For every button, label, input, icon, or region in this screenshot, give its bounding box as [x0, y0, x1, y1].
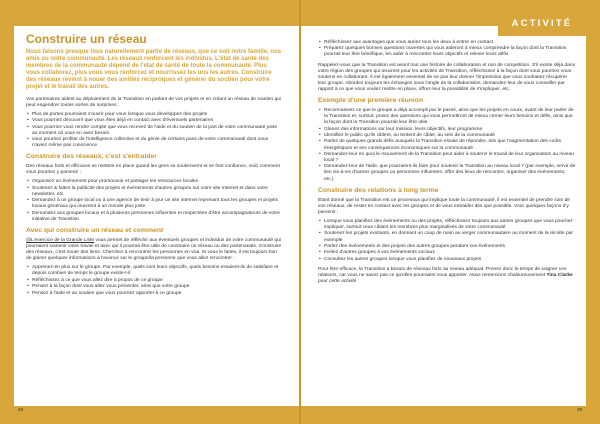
thanks-text: Nous remercions chaleureusement	[469, 272, 547, 278]
section-tab: ACTIVITÉ	[498, 10, 586, 36]
bullet-list	[318, 40, 576, 59]
page-number-left: 28	[18, 407, 24, 412]
section-heading: Construire des réseaux, c'est s'entraider	[26, 153, 157, 161]
paragraph: Étant donné que la Transition est un processus qui implique toute la communauté, il est essentiel de prendre soin de vos réseaux, de rester en contact avec les groupes et de vous entraider dès que possible. Voici quelques façons d'y parvenir :	[318, 197, 571, 215]
list-item: • Soutenez les projets existants, en donnant un coup de main au verger communautaire au moment de la récolte par exemple	[318, 231, 576, 243]
bullet-list	[318, 108, 576, 183]
list-item: • Demandez-leur de l'aide, que pourraient-ils faire pour soutenir la Transition au niveau local ? (par exemple, servir de lien vis-à-vis d'autres groupes ou personnes influentes, offrir des lieux de rencontre, organiser des événements, etc.)	[318, 164, 576, 182]
bullet-list	[26, 179, 282, 223]
list-item: • Invitez d'autres groupes à vos événements sociaux	[318, 250, 576, 256]
bullet-list	[26, 112, 282, 149]
thanks-name: Tina Clarke	[546, 272, 573, 278]
list-item: • Parlez des événements et des projets des autres groupes pendant vos événements	[318, 244, 576, 250]
right-border	[586, 0, 600, 424]
paragraph	[26, 238, 282, 262]
paragraph-text: vous permet de réfléchir aux éventuels groupes et individus de votre communauté qui pourraient soutenir votre travail et avec qui il pourrait être utile de construire un réseau ou des partenariats. Construire des réseaux, c'est nouer des liens. Cherchez à rencontrer les personnes en vrai. Si vous le faites, il est toujours bon de glaner quelques informations à l'avance sur le groupe/la personne que vous allez rencontrer :	[26, 237, 282, 262]
book-spine	[299, 0, 301, 424]
page-title: Construire un réseau	[26, 32, 147, 46]
section-heading: Construire des relations à long terme	[318, 186, 439, 194]
list-item: • Identifiez le public qu'ils ciblent, ou tentent de cibler, au sein de la communauté	[318, 133, 576, 139]
list-item: • Reconnaissez ce que le groupe a déjà accompli par le passé, ainsi que les projets en cours, avant de leur parler de la Transition et, surtout, posez des questions qui vous permettront de mieux cerner leurs besoins et défis, ainsi que la façon dont la Transition pourrait leur être utile.	[318, 108, 576, 126]
list-item: • Demandez à un groupe local ou à une agence de tenir à jour un site internet reprenant tous les groupes et projets locaux généraux qui oeuvrent à un monde plus juste	[26, 198, 282, 210]
list-item: • Demandez aux groupes locaux et à plusieurs personnes influentes et respectées d'être accompagnateurs de votre initiative de Transition	[26, 211, 282, 223]
section-heading: Exemple d'une première réunion	[318, 97, 424, 105]
list-item: • Soutenez & faites la publicité des projets et événements d'autres groupes sur votre site internet et dans votre newsletter, etc.	[26, 186, 282, 198]
grande-liste-link[interactable]: @L'exercice de la Grande Liste	[26, 237, 95, 243]
intro-text: Nous faisons presque tous naturellement partie de réseaux, que ce soit notre famille, nos amis ou notre communauté. Les réseaux renforcent les individus. L'état de santé des membres de la communauté dépend de l'état de santé de toute la communauté. Plus vous collaborez, plus vous vous renforcez et nourrissez les uns les autres. Construire des réseaux revient à nouer des amitiés réciproques et générer du soutien pour votre projet et le travail des autres.	[26, 49, 282, 91]
page-number-right: 29	[576, 407, 582, 412]
list-item: • Lorsque vous planifiez des événements ou des projets, réfléchissez toujours aux autres groupes que vous pourriez impliquer, surtout ceux ciblant les membres plus marginalisés de votre communauté	[318, 219, 576, 231]
list-item: • Vous pourriez vous rendre compte que vous recevez de l'aide et du soutien de la part de votre communauté juste au moment où vous en avez besoin	[26, 125, 282, 137]
list-item: • Parlez de quelques grands défis auxquels la Transition essaie de répondre, tels que l'augmentation des coûts énergétiques et ses conséquences économiques sur la communauté	[318, 139, 576, 151]
list-item: • Demandez-leur en quoi le mouvement de la Transition peut aider à soutenir le travail de leur organisation au niveau local ?	[318, 152, 576, 164]
paragraph: Des réseaux forts et efficaces se mettent en place quand les gens se soutiennent et se font confiance, voici comment vous pourriez y parvenir :	[26, 164, 280, 176]
list-item: • Consultez les autres groupes lorsque vous planifiez de nouveaux projets	[318, 257, 576, 263]
left-column	[26, 32, 282, 301]
list-item: • Pensez à la façon dont vous allez vous présenter, ainsi que votre groupe	[26, 284, 282, 290]
paragraph-text: Pour être efficace, la Transition a besoin de réseaux forts au niveau adéquat. Prenez donc le temps de soigner ces relations, car vous ne savez pas ce qu'elles pourraient vous apporter.	[318, 266, 567, 278]
paragraph	[318, 267, 576, 285]
list-item: • Organisez un événement pour promouvoir et partager les ressources locales	[26, 179, 282, 185]
list-item: • Plus de portes pourraient s'ouvrir pour vous lorsque vous développez des projets	[26, 112, 282, 118]
right-column	[318, 40, 576, 288]
section-heading: Avec qui construire un réseau et comment	[26, 226, 164, 234]
list-item: • Réfléchissez aux avantages que vous auriez tous les deux à entrer en contact	[318, 40, 576, 46]
list-item: • Préparez quelques bonnes questions ouvertes qui vous aideront à mieux comprendre la façon dont la Transition pourrait leur être bénéfique, les aider à rencontrer leurs objectifs et relever leurs défis	[318, 46, 576, 58]
list-item: • Apprenez-en plus sur le groupe. Par exemple, quels sont leurs objectifs, quels besoins essaient-ils de satisfaire et depuis combien de temps le groupe existe-t-il	[26, 265, 282, 277]
left-border	[0, 0, 14, 424]
list-item: • Glanez des informations sur leur mission, leurs objectifs, leur programme	[318, 127, 576, 133]
list-item: • Vous pourriez découvrir que vous êtes déjà en contact avec d'éventuels partenaires	[26, 118, 282, 124]
paragraph: Rappelez-vous que la Transition est avant tout une histoire de collaboration et non de compétition. S'il existe déjà dans votre région des groupes qui œuvrent pour les activités de Transition, réfléchissez à la façon dont vous pourriez vous soutenir en collaborant. Il est également essentiel de ne pas leur donner l'impression que vous souhaitez récupérer leur groupe. Abordez toujours les échanges sous l'angle de la collaboration, demandez-leur de vous conseiller par rapport à ce que vous voulez mettre en place, offrez-leur la possibilité de s'impliquer, etc.	[318, 62, 576, 92]
thanks-suffix: pour cette activité	[318, 278, 357, 284]
bullet-list	[318, 219, 576, 263]
paragraph: Vos partenaires aident au déploiement de la Transition en parlant de vos projets et en créant un réseau de soutien qui peut engendrer toutes sortes de surprises :	[26, 96, 282, 108]
list-item: • vous pourriez profiter de l'intelligence collective et du génie de certains pans de votre communauté dont vous n'aviez même pas conscience	[26, 137, 282, 149]
list-item: • Réfléchissez à ce que vous allez dire à propos de ce groupe	[26, 278, 282, 284]
list-item: • Pensez à l'aide et au soutien que vous pourriez apporter à ce groupe	[26, 291, 282, 297]
bullet-list	[26, 265, 282, 296]
